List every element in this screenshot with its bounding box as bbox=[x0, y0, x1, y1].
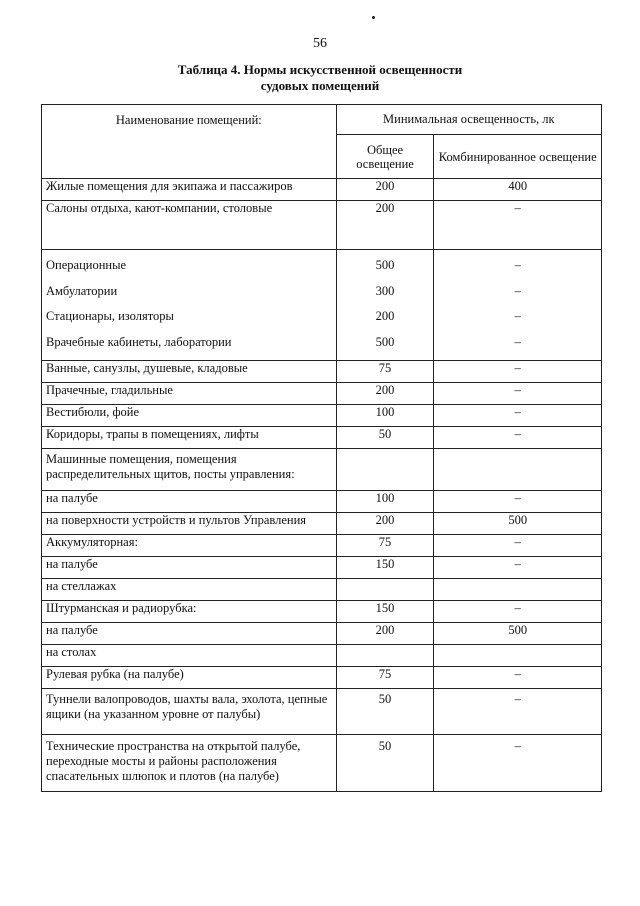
header-combined-lighting: Комбинированное освещение bbox=[434, 135, 602, 179]
combined-value: 500 bbox=[434, 513, 602, 535]
room-name: Туннели валопроводов, шахты вала, эхолота, цепные ящики (на указанном уровне от палубы) bbox=[42, 689, 337, 735]
room-name: на палубе bbox=[42, 623, 337, 645]
room-name: на поверхности устройств и пультов Управления bbox=[42, 513, 337, 535]
general-value: 150 bbox=[336, 601, 434, 623]
general-value: 50 bbox=[336, 689, 434, 735]
room-name: Операционные bbox=[46, 258, 127, 272]
room-name: на стеллажах bbox=[42, 579, 337, 601]
room-name: Прачечные, гладильные bbox=[42, 383, 337, 405]
general-value: 50 bbox=[336, 427, 434, 449]
combined-value: – bbox=[434, 689, 602, 735]
combined-value: – bbox=[434, 735, 602, 792]
room-name: Аккумуляторная: bbox=[42, 535, 337, 557]
room-name: на столах bbox=[42, 645, 337, 667]
table-title-line1: Таблица 4. Нормы искусственной освещенности bbox=[177, 62, 463, 77]
general-value: 75 bbox=[336, 361, 434, 383]
general-value: 100 bbox=[336, 405, 434, 427]
page-speck bbox=[372, 16, 375, 19]
combined-value: – bbox=[434, 535, 602, 557]
room-name: Штурманская и радиорубка: bbox=[42, 601, 337, 623]
table-row bbox=[42, 579, 602, 601]
table-row bbox=[42, 361, 602, 383]
combined-value: – bbox=[514, 258, 521, 272]
general-value bbox=[336, 449, 434, 491]
room-name: Рулевая рубка (на палубе) bbox=[42, 667, 337, 689]
general-value: 500 bbox=[375, 334, 395, 349]
combined-value: – bbox=[434, 405, 602, 427]
general-value: 100 bbox=[336, 491, 434, 513]
table-row bbox=[42, 557, 602, 579]
room-name-group bbox=[42, 250, 337, 361]
room-name: на палубе bbox=[42, 491, 337, 513]
combined-value: – bbox=[434, 427, 602, 449]
combined-value: – bbox=[434, 491, 602, 513]
room-name: Вестибюли, фойе bbox=[42, 405, 337, 427]
table-row bbox=[42, 623, 602, 645]
combined-value bbox=[434, 579, 602, 601]
table-row bbox=[42, 689, 602, 735]
table-row bbox=[42, 667, 602, 689]
table-row bbox=[42, 601, 602, 623]
general-value: 200 bbox=[375, 309, 395, 323]
table-row bbox=[42, 383, 602, 405]
general-value-group bbox=[336, 250, 434, 361]
table-row bbox=[42, 405, 602, 427]
room-name: на палубе bbox=[42, 557, 337, 579]
room-name: Технические пространства на открытой палубе, переходные мосты и районы расположения спасательных шлюпок и плотов (на палубе) bbox=[42, 735, 337, 792]
table-title-line2: судовых помещений bbox=[260, 78, 380, 93]
general-value: 200 bbox=[336, 179, 434, 201]
combined-value: – bbox=[514, 309, 521, 323]
general-value: 75 bbox=[336, 535, 434, 557]
combined-value-group bbox=[434, 250, 602, 361]
table-row-group-medical bbox=[42, 250, 602, 361]
table-row bbox=[42, 449, 602, 491]
general-value: 200 bbox=[336, 623, 434, 645]
general-value: 200 bbox=[336, 513, 434, 535]
header-min-illumination: Минимальная освещенность, лк bbox=[336, 105, 601, 135]
room-name: Ванные, санузлы, душевые, кладовые bbox=[42, 361, 337, 383]
general-value bbox=[336, 579, 434, 601]
combined-value: – bbox=[434, 601, 602, 623]
combined-value bbox=[434, 449, 602, 491]
room-name: Амбулатории bbox=[46, 283, 118, 298]
general-value: 200 bbox=[336, 383, 434, 405]
table-row bbox=[42, 179, 602, 201]
room-name: Жилые помещения для экипажа и пассажиров bbox=[42, 179, 337, 201]
general-value bbox=[336, 645, 434, 667]
combined-value bbox=[434, 645, 602, 667]
general-value: 300 bbox=[375, 283, 395, 298]
illumination-table bbox=[41, 104, 602, 792]
general-value: 150 bbox=[336, 557, 434, 579]
page-number: 56 bbox=[313, 36, 327, 51]
general-value: 50 bbox=[336, 735, 434, 792]
room-name: Машинные помещения, помещения распределительных щитов, посты управления: bbox=[42, 449, 337, 491]
combined-value: 500 bbox=[434, 623, 602, 645]
combined-value: – bbox=[434, 557, 602, 579]
combined-value: – bbox=[434, 201, 602, 250]
combined-value: – bbox=[434, 667, 602, 689]
table-row bbox=[42, 491, 602, 513]
combined-value: – bbox=[434, 361, 602, 383]
room-name: Стационары, изоляторы bbox=[46, 309, 174, 323]
combined-value: – bbox=[434, 383, 602, 405]
table-row bbox=[42, 735, 602, 792]
table-row bbox=[42, 427, 602, 449]
general-value: 500 bbox=[375, 258, 395, 272]
general-value: 200 bbox=[336, 201, 434, 250]
header-room-name: Наименование помещений: bbox=[42, 105, 337, 179]
table-row bbox=[42, 201, 602, 250]
combined-value: – bbox=[514, 283, 521, 298]
table-row bbox=[42, 645, 602, 667]
room-name: Коридоры, трапы в помещениях, лифты bbox=[42, 427, 337, 449]
combined-value: 400 bbox=[434, 179, 602, 201]
combined-value: – bbox=[514, 334, 521, 349]
table-row bbox=[42, 513, 602, 535]
header-general-lighting: Общее освещение bbox=[336, 135, 434, 179]
room-name: Салоны отдыха, кают-компании, столовые bbox=[42, 201, 337, 250]
table-row bbox=[42, 535, 602, 557]
room-name: Врачебные кабинеты, лаборатории bbox=[46, 334, 232, 349]
table-title bbox=[0, 62, 640, 94]
general-value: 75 bbox=[336, 667, 434, 689]
